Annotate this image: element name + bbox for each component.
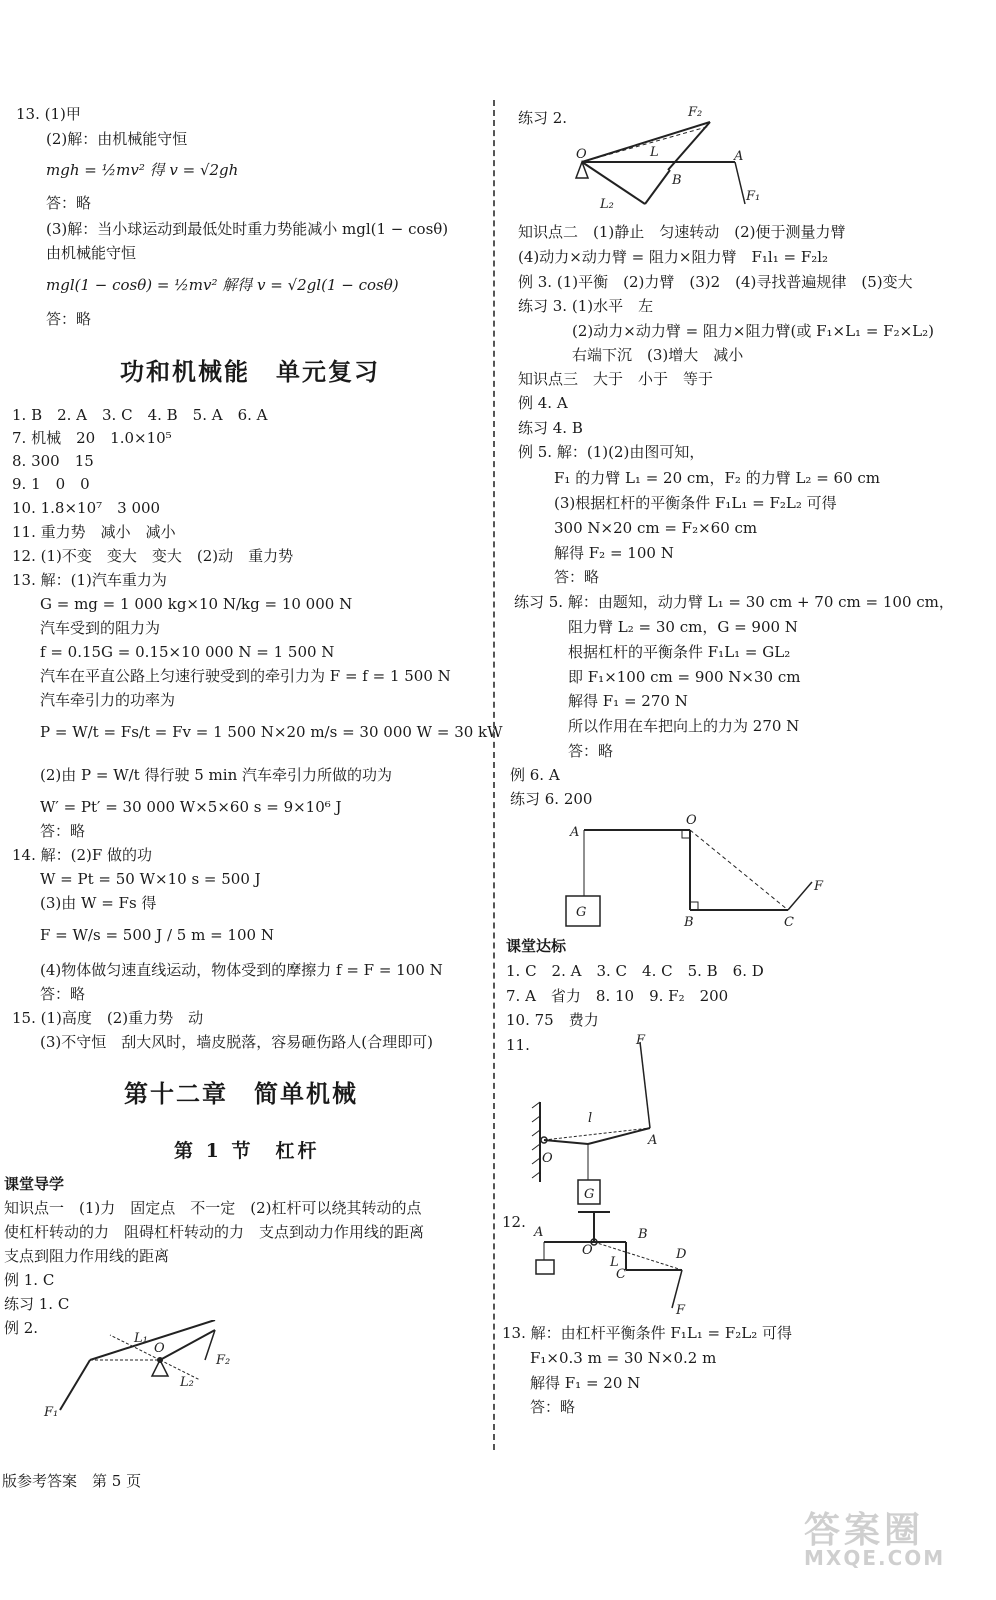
- answer-line: 即 F₁×100 cm = 900 N×30 cm: [568, 668, 801, 686]
- q13-formula1: mgh = ½mv² 得 v = √2gh: [46, 161, 239, 179]
- answer-line: 练习 5. 解：由题知，动力臂 L₁ = 30 cm + 70 cm = 100 cm，: [514, 593, 954, 611]
- answer-line: 7. A 省力 8. 10 9. F₂ 200: [506, 987, 729, 1005]
- answer-line: 知识点一 (1)力 固定点 不一定 (2)杠杆可以绕其转动的点: [4, 1199, 422, 1217]
- fig-label: A: [534, 1225, 544, 1240]
- answer-line: 例 3. (1)平衡 (2)力臂 (3)2 (4)寻找普遍规律 (5)变大: [518, 273, 913, 291]
- answer-line: 10. 75 费力: [506, 1011, 599, 1029]
- fig-label: F₁: [746, 189, 761, 204]
- watermark-logo: [794, 1502, 974, 1572]
- fig-label: O: [542, 1151, 553, 1166]
- answer-line: 10. 1.8×10⁷ 3 000: [12, 499, 161, 517]
- fig-label: F₁: [44, 1405, 59, 1420]
- section-title-lever: 第 1 节 杠杆: [174, 1140, 320, 1162]
- answer-line: 例 1. C: [4, 1271, 55, 1289]
- answer-line: 练习 3. (1)水平 左: [518, 297, 654, 315]
- fig-label: B: [638, 1227, 648, 1242]
- watermark-text: 答案圈: [804, 1510, 925, 1551]
- answer-line: 8. 300 15: [12, 452, 94, 470]
- fig-label: C: [616, 1267, 626, 1282]
- fig-label: O: [154, 1341, 165, 1356]
- answer-line: 使杠杆转动的力 阻碍杠杆转动的力 支点到动力作用线的距离: [4, 1223, 425, 1241]
- answer-line: 例 6. A: [510, 766, 560, 784]
- answer-line: 12. (1)不变 变大 变大 (2)动 重力势: [12, 547, 294, 565]
- fig-label: G: [576, 905, 587, 920]
- fig-label: C: [784, 915, 794, 930]
- answer-line: 右端下沉 (3)增大 减小: [572, 346, 744, 364]
- answer-line: 例 2.: [4, 1319, 39, 1337]
- answer-line: 阻力臂 L₂ = 30 cm，G = 900 N: [568, 618, 798, 636]
- fig-label: O: [686, 813, 697, 828]
- fig-label: A: [570, 825, 580, 840]
- answer-line: F = W/s = 500 J / 5 m = 100 N: [40, 926, 274, 944]
- answer-line: 15. (1)高度 (2)重力势 动: [12, 1009, 204, 1027]
- fig-label: B: [684, 915, 694, 930]
- answer-line: (3)由 W = Fs 得: [40, 894, 157, 912]
- answer-line: W = Pt = 50 W×10 s = 500 J: [40, 870, 261, 888]
- q13-formula2: mgl(1 − cosθ) = ½mv² 解得 v = √2gl(1 − cosθ): [46, 276, 399, 294]
- q12-lever-figure: [530, 1208, 710, 1320]
- fig-label: F: [676, 1303, 686, 1318]
- answer-line: F₁×0.3 m = 30 N×0.2 m: [530, 1349, 717, 1367]
- answer-line: (4)动力×动力臂 = 阻力×阻力臂 F₁l₁ = F₂l₂: [518, 248, 829, 266]
- fig-label: L₁: [134, 1331, 148, 1346]
- answer-line: 练习 4. B: [518, 419, 583, 437]
- answer-line: 11. 重力势 减小 减小: [12, 523, 176, 541]
- answer-line: (3)不守恒 刮大风时，墙皮脱落，容易砸伤路人(合理即可): [40, 1033, 433, 1051]
- fig-label: D: [676, 1247, 687, 1262]
- fig-label: L: [610, 1255, 619, 1270]
- answer-line: 支点到阻力作用线的距离: [4, 1247, 170, 1265]
- fig-label: A: [734, 149, 744, 164]
- answer-line: 根据杠杆的平衡条件 F₁L₁ = GL₂: [568, 643, 791, 661]
- page-footer: 版参考答案 第 5 页: [2, 1472, 142, 1490]
- q13-conservation: 由机械能守恒: [46, 244, 137, 262]
- answer-line: 知识点二 (1)静止 匀速转动 (2)便于测量力臂: [518, 223, 846, 241]
- fig-label: F₂: [688, 105, 703, 120]
- practice6-lever-figure: [560, 810, 840, 940]
- answer-line: 300 N×20 cm = F₂×60 cm: [554, 519, 758, 537]
- answer-line: 所以作用在车把向上的力为 270 N: [568, 717, 800, 735]
- answer-line: 例 5. 解：(1)(2)由图可知，: [518, 443, 705, 461]
- fig-label: L₂: [180, 1375, 194, 1390]
- fig-label: F₂: [216, 1353, 231, 1368]
- answer-line: (3)根据杠杆的平衡条件 F₁L₁ = F₂L₂ 可得: [554, 494, 837, 512]
- column-divider: [493, 100, 495, 1450]
- q13-part2: (2)解：由机械能守恒: [46, 130, 188, 148]
- answer-line: 解得 F₁ = 270 N: [568, 692, 688, 710]
- subheading-class-guide: 课堂导学: [4, 1175, 65, 1193]
- answer-line: 7. 机械 20 1.0×10⁵: [12, 429, 172, 447]
- answer-line: 练习 1. C: [4, 1295, 70, 1313]
- fig-label: B: [672, 173, 682, 188]
- answer-line: 13. 解：由杠杆平衡条件 F₁L₁ = F₂L₂ 可得: [502, 1324, 793, 1342]
- fig-label: F: [636, 1033, 646, 1048]
- answer-line: G = mg = 1 000 kg×10 N/kg = 10 000 N: [40, 595, 353, 613]
- watermark-url: MXQE.COM: [804, 1546, 946, 1570]
- subheading-class-test: 课堂达标: [506, 937, 567, 955]
- q13-answer1: 答：略: [46, 194, 92, 212]
- practice2-lever-figure: [570, 104, 770, 216]
- fig-label: A: [648, 1133, 658, 1148]
- answer-line: (4)物体做匀速直线运动，物体受到的摩擦力 f = F = 100 N: [40, 961, 443, 979]
- answer-line: 1. B 2. A 3. C 4. B 5. A 6. A: [12, 406, 268, 424]
- answer-line: 答：略: [554, 568, 600, 586]
- answer-line: 答：略: [40, 822, 86, 840]
- answer-line: 知识点三 大于 小于 等于: [518, 370, 714, 388]
- fig-label: L: [650, 145, 659, 160]
- q13-header: 13. (1)甲: [16, 105, 81, 123]
- answer-line: 9. 1 0 0: [12, 475, 90, 493]
- example2-lever-figure: [40, 1320, 250, 1420]
- answer-line: 答：略: [530, 1398, 576, 1416]
- fig-label: L₂: [600, 197, 614, 212]
- answer-line: P = W/t = Fs/t = Fv = 1 500 N×20 m/s = 30 000 W = 30 kW: [40, 723, 503, 741]
- section-title-review: 功和机械能 单元复习: [120, 358, 380, 386]
- answer-line: 13. 解：(1)汽车重力为: [12, 571, 167, 589]
- answer-line: (2)动力×动力臂 = 阻力×阻力臂(或 F₁×L₁ = F₂×L₂): [572, 322, 934, 340]
- fig-label: O: [582, 1243, 593, 1258]
- q13-answer2: 答：略: [46, 310, 92, 328]
- answer-line: 汽车牵引力的功率为: [40, 691, 176, 709]
- answer-line: W′ = Pt′ = 30 000 W×5×60 s = 9×10⁶ J: [40, 798, 342, 816]
- answer-line: 汽车在平直公路上匀速行驶受到的牵引力为 F = f = 1 500 N: [40, 667, 451, 685]
- q13-part3: (3)解：当小球运动到最低处时重力势能减小 mgl(1 − cosθ): [46, 220, 449, 238]
- answer-line: 1. C 2. A 3. C 4. C 5. B 6. D: [506, 962, 764, 980]
- answer-line: 解得 F₁ = 20 N: [530, 1374, 641, 1392]
- answer-line: 例 4. A: [518, 394, 568, 412]
- answer-line: F₁ 的力臂 L₁ = 20 cm，F₂ 的力臂 L₂ = 60 cm: [554, 469, 881, 487]
- fig-label: F: [814, 879, 824, 894]
- answer-line: 解得 F₂ = 100 N: [554, 544, 674, 562]
- answer-line: 答：略: [40, 985, 86, 1003]
- fig-label: l: [588, 1111, 593, 1126]
- q11-lever-figure: [528, 1032, 688, 1212]
- answer-line: f = 0.15G = 0.15×10 000 N = 1 500 N: [40, 643, 335, 661]
- fig-label: O: [576, 147, 587, 162]
- answer-line: (2)由 P = W/t 得行驶 5 min 汽车牵引力所做的功为: [40, 766, 393, 784]
- fig-label: G: [584, 1187, 595, 1202]
- answer-line: 11.: [506, 1036, 530, 1054]
- chapter-title: 第十二章 简单机械: [124, 1080, 358, 1108]
- answer-line: 14. 解：(2)F 做的功: [12, 846, 153, 864]
- answer-line: 12.: [502, 1213, 526, 1231]
- answer-line: 练习 6. 200: [510, 790, 593, 808]
- answer-line: 练习 2.: [518, 109, 568, 127]
- answer-line: 汽车受到的阻力为: [40, 619, 161, 637]
- answer-line: 答：略: [568, 742, 614, 760]
